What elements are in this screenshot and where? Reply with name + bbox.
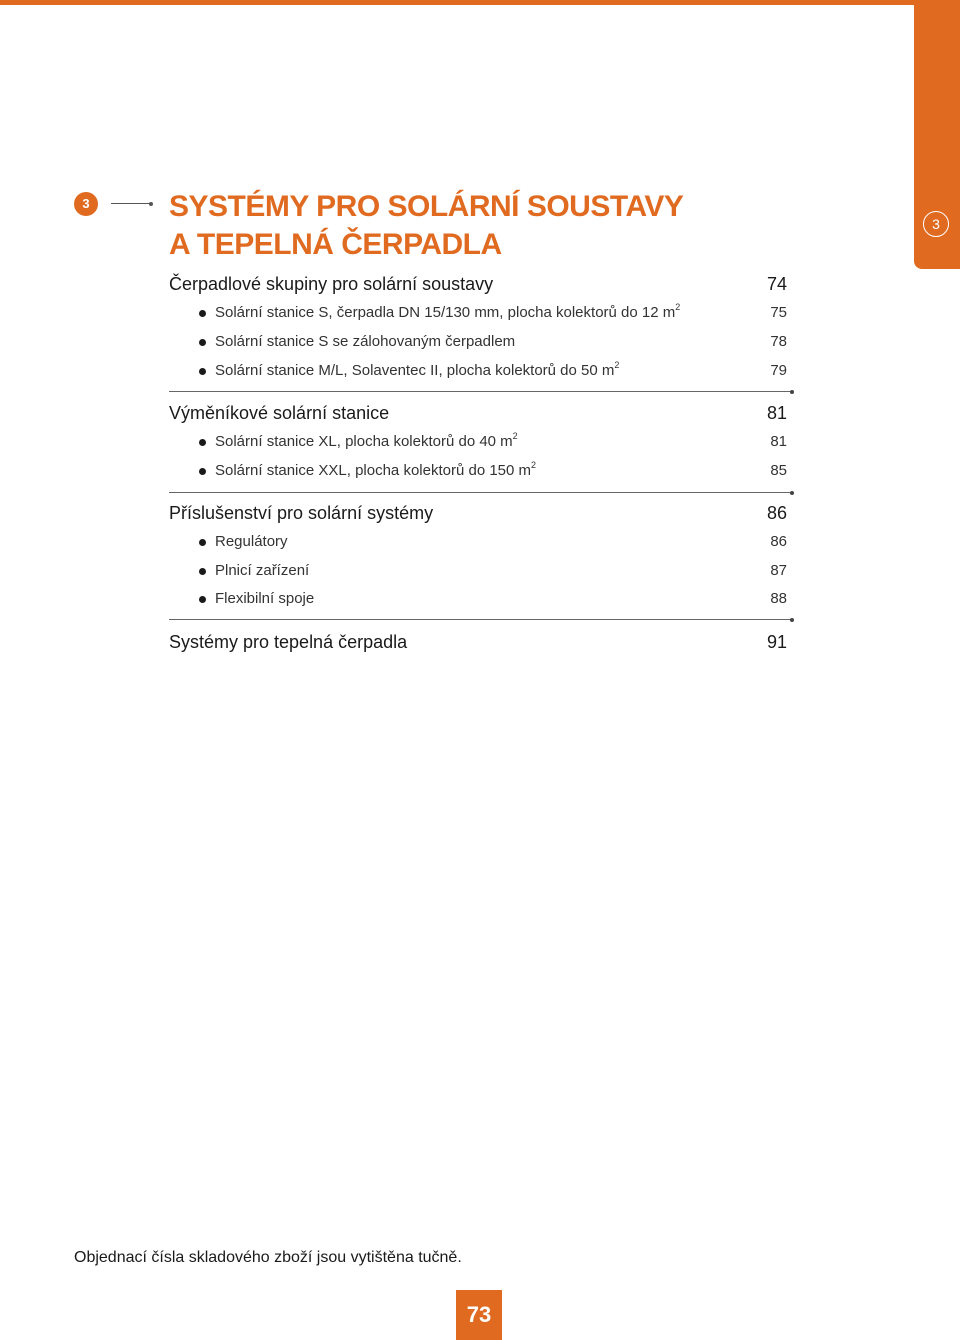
chapter-number-badge: 3 (74, 192, 98, 216)
toc-item[interactable] (169, 357, 787, 385)
toc-item-label: Solární stanice XL, plocha kolektorů do 40 $m^2$ (215, 431, 518, 450)
toc-section-tepelna-cerpadla[interactable] (169, 628, 787, 656)
section-divider (169, 492, 793, 493)
chapter-connector-line (111, 203, 151, 204)
toc-item-label: Plnicí zařízení (215, 562, 310, 579)
toc-item-label: Solární stanice S se zálohovaným čerpadlem (215, 333, 516, 350)
toc-item-label: Solární stanice M/L, Solaventec II, plocha kolektorů do 50 $m^2$ (215, 360, 620, 379)
toc-section-page: 86 (766, 503, 787, 523)
chapter-title-line-2: A TEPELNÁ ČERPADLA (169, 228, 502, 261)
toc-section-page: 81 (766, 403, 787, 423)
toc-item-page: 85 (770, 462, 787, 479)
bullet-icon (199, 310, 206, 317)
toc-section-cerpadlove-skupiny[interactable] (169, 270, 787, 298)
bullet-icon (199, 596, 206, 603)
bullet-icon (199, 468, 206, 475)
section-divider (169, 619, 793, 620)
page-number: 73 (456, 1290, 502, 1340)
bullet-icon (199, 368, 206, 375)
bullet-icon (199, 339, 206, 346)
toc-item-label: Solární stanice S, čerpadla DN 15/130 mm, plocha kolektorů do 12 $m^2$ (215, 302, 681, 321)
toc-item[interactable] (169, 299, 787, 327)
toc-section-prislusenstvi[interactable] (169, 499, 787, 527)
toc-section-label: Systémy pro tepelná čerpadla (169, 632, 408, 652)
toc-item-label: Regulátory (215, 533, 288, 550)
chapter-side-tab[interactable] (914, 0, 960, 269)
toc-section-page: 74 (766, 274, 787, 294)
toc-item[interactable] (169, 328, 787, 356)
toc-section-label: Výměníkové solární stanice (169, 403, 390, 423)
toc-item-page: 79 (770, 362, 787, 379)
bullet-icon (199, 568, 206, 575)
bullet-icon (199, 439, 206, 446)
toc-item[interactable] (169, 428, 787, 456)
toc-item[interactable] (169, 585, 787, 613)
footnote: Objednací čísla skladového zboží jsou vytištěna tučně. (74, 1249, 462, 1266)
toc-section-label: Příslušenství pro solární systémy (169, 503, 434, 523)
toc-item-label: Solární stanice XXL, plocha kolektorů do 150 $m^2$ (215, 460, 537, 479)
bullet-icon (199, 539, 206, 546)
toc-item-page: 75 (770, 304, 787, 321)
toc-item-page: 86 (770, 533, 787, 550)
toc-item-page: 87 (770, 562, 787, 579)
side-tab-chapter-number: 3 (923, 211, 949, 237)
toc-item-page: 88 (770, 590, 787, 607)
toc-item[interactable] (169, 557, 787, 585)
toc-item-page: 78 (770, 333, 787, 350)
toc-section-page: 91 (766, 632, 787, 652)
section-divider (169, 391, 793, 392)
toc-item-page: 81 (770, 433, 787, 450)
toc-item-label: Flexibilní spoje (215, 590, 315, 607)
toc-section-label: Čerpadlové skupiny pro solární soustavy (169, 274, 494, 294)
chapter-title-line-1: SYSTÉMY PRO SOLÁRNÍ SOUSTAVY (169, 190, 684, 223)
toc-item[interactable] (169, 457, 787, 485)
toc-section-vymenikove-stanice[interactable] (169, 399, 787, 427)
toc-item[interactable] (169, 528, 787, 556)
top-accent-bar (0, 0, 960, 5)
chapter-title (169, 188, 789, 264)
